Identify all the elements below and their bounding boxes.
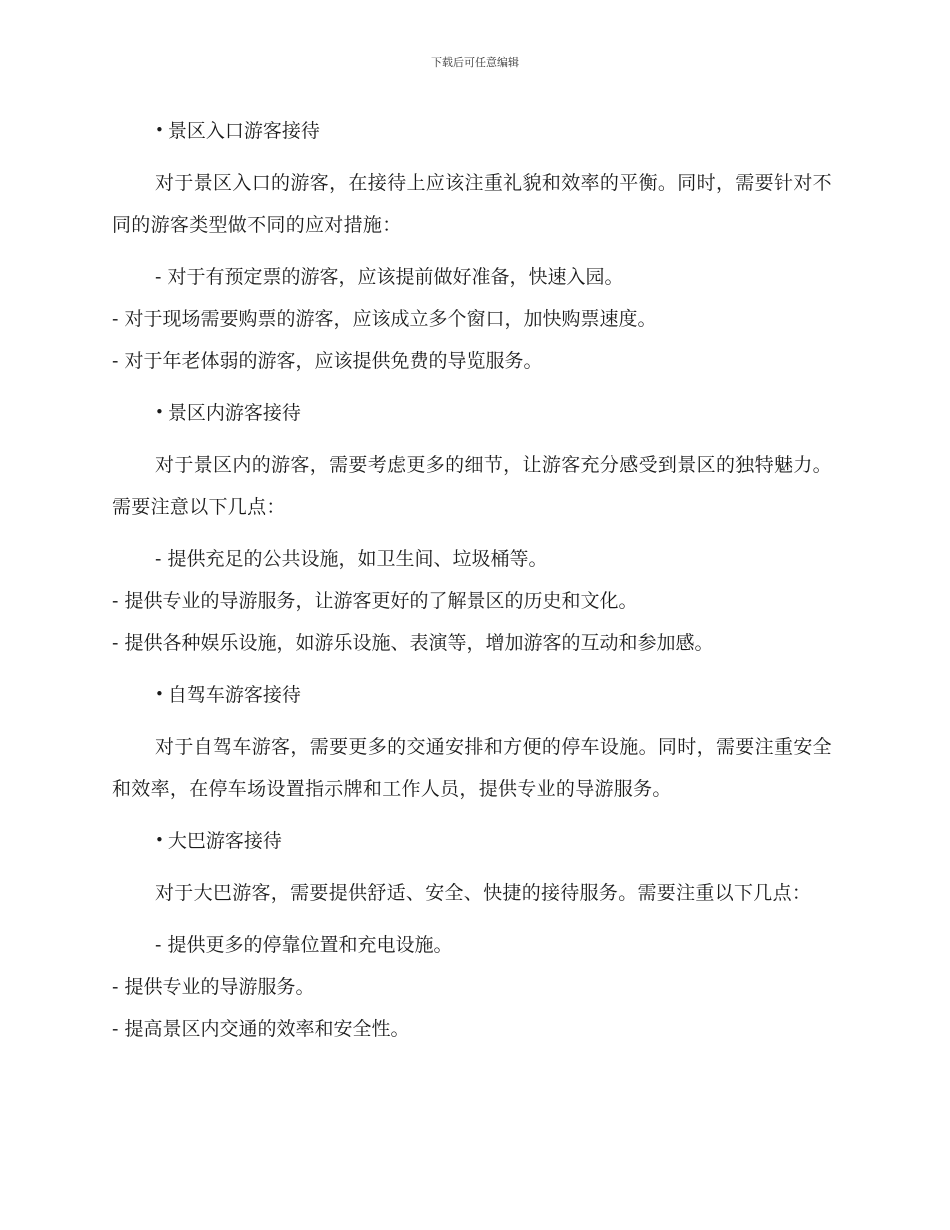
- bullet-icon: •: [155, 831, 164, 849]
- section-paragraph: 对于大巴游客，需要提供舒适、安全、快捷的接待服务。需要注重以下几点：: [155, 882, 812, 904]
- list-item: - 提供充足的公共设施，如卫生间、垃圾桶等。: [155, 548, 548, 570]
- page-header: 下载后可任意编辑: [431, 56, 519, 69]
- section-title: • 景区入口游客接待: [155, 120, 320, 142]
- bullet-icon: •: [155, 121, 164, 139]
- list-item: - 提高景区内交通的效率和安全性。: [112, 1018, 410, 1040]
- section-list: [112, 538, 832, 664]
- list-item: - 对于年老体弱的游客，应该提供免费的导览服务。: [112, 350, 543, 372]
- section-title: • 自驾车游客接待: [155, 684, 301, 706]
- section-title: • 景区内游客接待: [155, 402, 301, 424]
- document-body: [112, 110, 832, 1060]
- bullet-icon: •: [155, 685, 164, 703]
- section-paragraph: 对于自驾车游客，需要更多的交通安排和方便的停车设施。同时，需要注重安全和效率，在停车场设置指示牌和工作人员，提供专业的导游服务。: [112, 736, 832, 800]
- section-title: • 大巴游客接待: [155, 830, 282, 852]
- bullet-icon: •: [155, 403, 164, 421]
- list-item: - 提供各种娱乐设施，如游乐设施、表演等，增加游客的互动和参加感。: [112, 632, 714, 654]
- section-paragraph: 对于景区入口的游客，在接待上应该注重礼貌和效率的平衡。同时，需要针对不同的游客类型做不同的应对措施：: [112, 172, 832, 236]
- list-item: - 提供专业的导游服务。: [112, 976, 315, 998]
- list-item: - 提供专业的导游服务，让游客更好的了解景区的历史和文化。: [112, 590, 638, 612]
- section-list: [112, 924, 832, 1050]
- section-list: [112, 256, 832, 382]
- list-item: - 对于有预定票的游客，应该提前做好准备，快速入园。: [155, 266, 624, 288]
- section-paragraph: 对于景区内的游客，需要考虑更多的细节，让游客充分感受到景区的独特魅力。需要注意以下几点：: [112, 454, 832, 518]
- list-item: - 对于现场需要购票的游客，应该成立多个窗口，加快购票速度。: [112, 308, 657, 330]
- list-item: - 提供更多的停靠位置和充电设施。: [155, 934, 453, 956]
